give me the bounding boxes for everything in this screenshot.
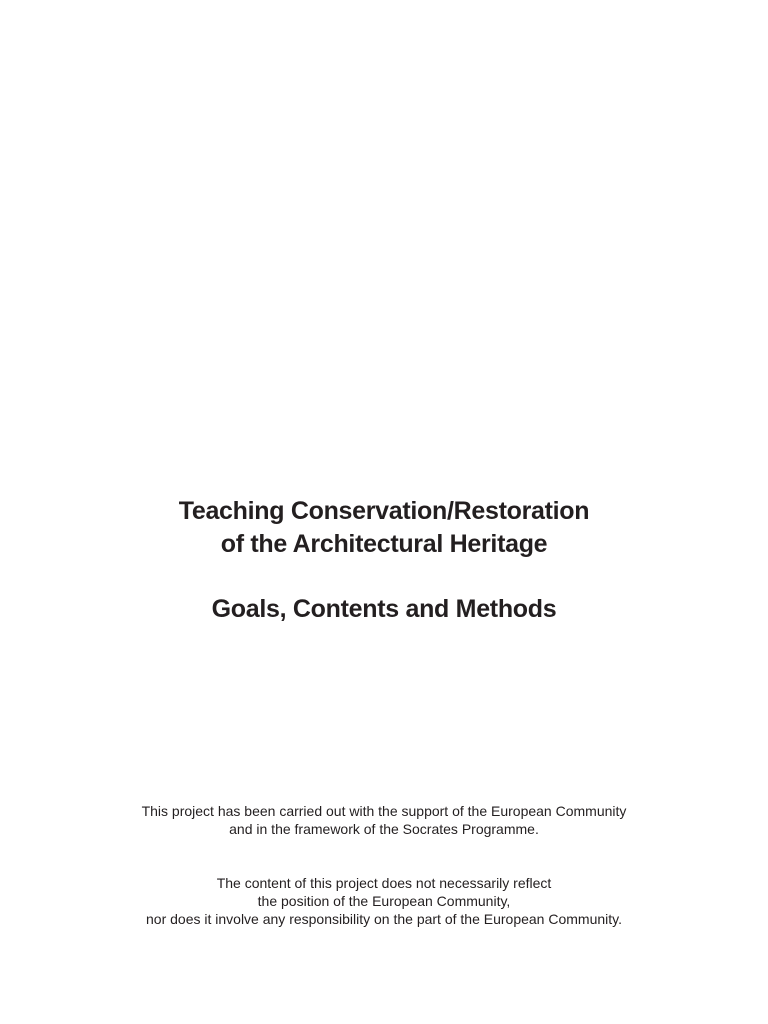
disclaimer-line-2: the position of the European Community,: [257, 893, 511, 909]
document-subtitle: Goals, Contents and Methods: [211, 595, 557, 623]
support-notice: [0, 802, 768, 838]
support-notice-line-1: This project has been carried out with the support of the European Community: [141, 803, 627, 819]
document-title-line-2: of the Architectural Heritage: [220, 530, 548, 558]
disclaimer-line-3: nor does it involve any responsibility on the part of the European Community.: [146, 911, 622, 927]
disclaimer-notice: [0, 874, 768, 928]
disclaimer-line-1: The content of this project does not necessarily reflect: [216, 875, 552, 891]
title-block: [0, 495, 768, 626]
document-title-line-1: Teaching Conservation/Restoration: [178, 497, 590, 525]
support-notice-line-2: and in the framework of the Socrates Programme.: [229, 821, 539, 837]
